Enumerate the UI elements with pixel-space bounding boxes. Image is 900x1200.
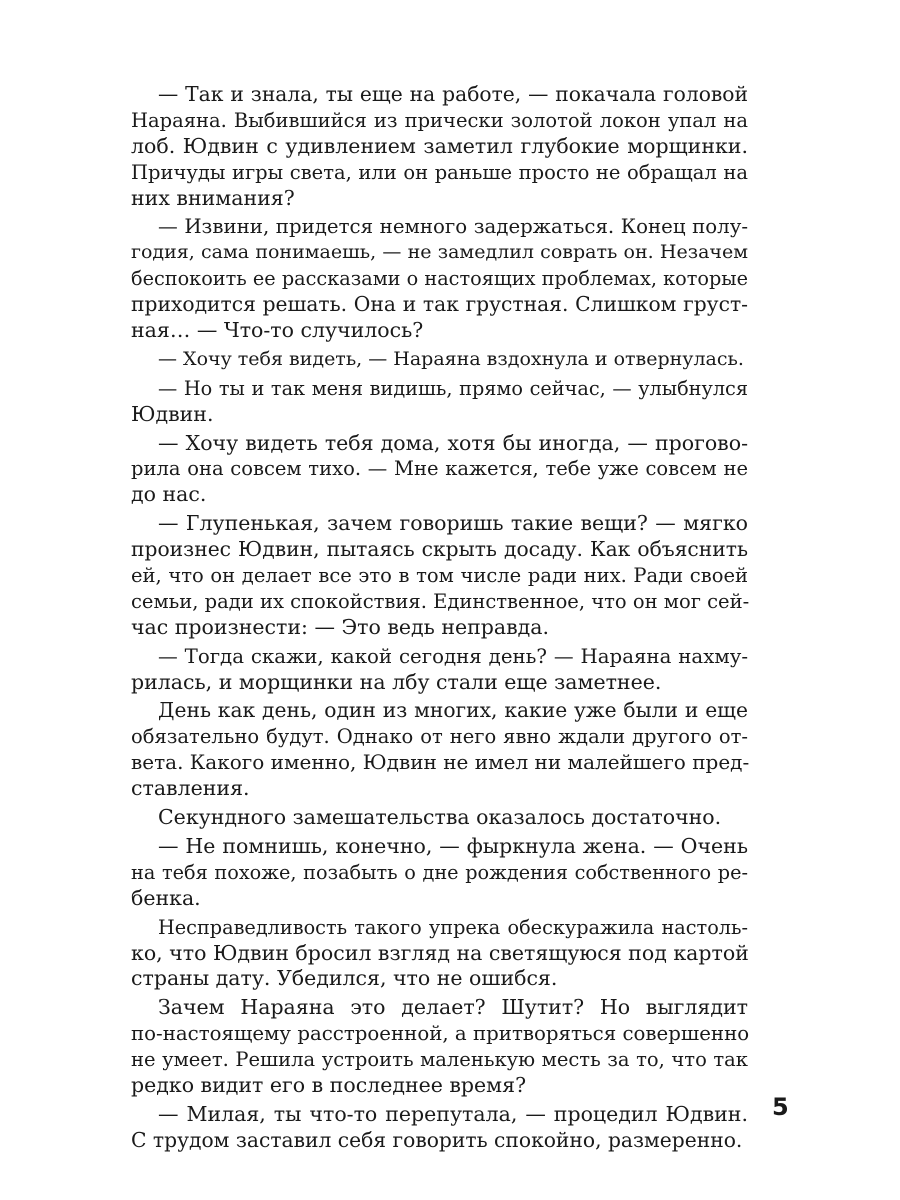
text-line: ная… — Что-то случилось? (131, 318, 424, 343)
paragraph (131, 698, 748, 805)
text-line: — Извини, придется немного задержаться. Конец полу- (158, 215, 748, 239)
text-line: Причуды игры света, или он раньше просто не обращал на (131, 160, 748, 184)
text-line: Несправедливость такого упрека обескуражила настоль- (158, 915, 748, 939)
page-number: 5 (772, 1093, 789, 1121)
paragraph (131, 1102, 748, 1154)
paragraph (131, 82, 748, 214)
text-line: бенка. (131, 885, 201, 910)
text-line: — Милая, ты что-то перепутала, — процедил Юдвин. (158, 1101, 748, 1126)
text-line: рилась, и морщинки на лбу стали еще заметнее. (131, 669, 662, 694)
text-line: приходится решать. Она и так грустная. Слишком груст- (131, 292, 748, 317)
text-line: до нас. (131, 482, 207, 507)
paragraph (131, 376, 748, 431)
text-line: рила она совсем тихо. — Мне кажется, тебе уже совсем не (131, 457, 748, 481)
text-line: — Глупенькая, зачем говоришь такие вещи? — мягко (158, 511, 748, 536)
text-line: на тебя похоже, позабыть о дне рождения собственного ре- (131, 860, 748, 884)
text-line: обязательно будут. Однако от него явно ждали другого от- (131, 725, 748, 749)
text-line: Нараяна. Выбившийся из прически золотой локон упал на (131, 108, 748, 132)
text-line: — Тогда скажи, какой сегодня день? — Нараяна нахму- (158, 644, 748, 668)
paragraph (131, 834, 748, 915)
text-line: Юдвин. (131, 401, 214, 426)
text-line: — Но ты и так меня видишь, прямо сейчас, — улыбнулся (158, 376, 748, 400)
text-line: произнес Юдвин, пытаясь скрыть досаду. Как объяснить (131, 537, 748, 562)
text-line: них внимания? (131, 185, 295, 210)
text-line: редко видит его в последнее время? (131, 1072, 527, 1097)
text-line: ставления. (131, 776, 250, 801)
text-line: час произнести: — Это ведь неправда. (131, 614, 550, 639)
paragraph (131, 915, 748, 996)
text-line: ко, что Юдвин бросил взгляд на светящуюся под картой (131, 940, 749, 965)
text-line: беспокоить ее рассказами о настоящих проблемах, которые (131, 267, 748, 291)
body-text (131, 82, 748, 1154)
text-line: семьи, ради их спокойствия. Единственное, что он мог сей- (131, 589, 750, 613)
text-line: С трудом заставил себя говорить спокойно, размеренно. (131, 1127, 743, 1152)
paragraph (131, 511, 748, 643)
text-line: вета. Какого именно, Юдвин не имел ни малейшего пред- (131, 750, 750, 775)
text-line: по-настоящему расстроенной, а притворяться совершенно (131, 1022, 750, 1046)
paragraph (131, 214, 748, 346)
text-line: — Не помнишь, конечно, — фыркнула жена. — Очень (158, 833, 748, 858)
text-line: годия, сама понимаешь, — не замедлил соврать он. Незачем (131, 241, 748, 264)
text-line: лоб. Юдвин с удивлением заметил глубокие морщинки. (131, 133, 748, 158)
paragraph (131, 347, 748, 376)
paragraph (131, 995, 748, 1102)
text-line: — Хочу тебя видеть, — Нараяна вздохнула и отвернулась. (158, 347, 744, 370)
text-line: Секундного замешательства оказалось достаточно. (158, 805, 722, 830)
text-line: ей, что он делает все это в том числе ради них. Ради своей (131, 564, 748, 588)
text-line: не умеет. Решила устроить маленькую месть за то, что так (131, 1048, 748, 1072)
text-line: страны дату. Убедился, что не ошибся. (131, 966, 558, 991)
text-line: — Хочу видеть тебя дома, хотя бы иногда, — прогово- (158, 430, 748, 455)
paragraph (131, 644, 748, 699)
text-line: — Так и знала, ты еще на работе, — покачала головой (158, 82, 748, 106)
text-line: День как день, один из многих, какие уже были и еще (158, 698, 748, 723)
paragraph (131, 431, 748, 512)
paragraph (131, 805, 748, 834)
text-line: Зачем Нараяна это делает? Шутит? Но выглядит (158, 995, 748, 1020)
